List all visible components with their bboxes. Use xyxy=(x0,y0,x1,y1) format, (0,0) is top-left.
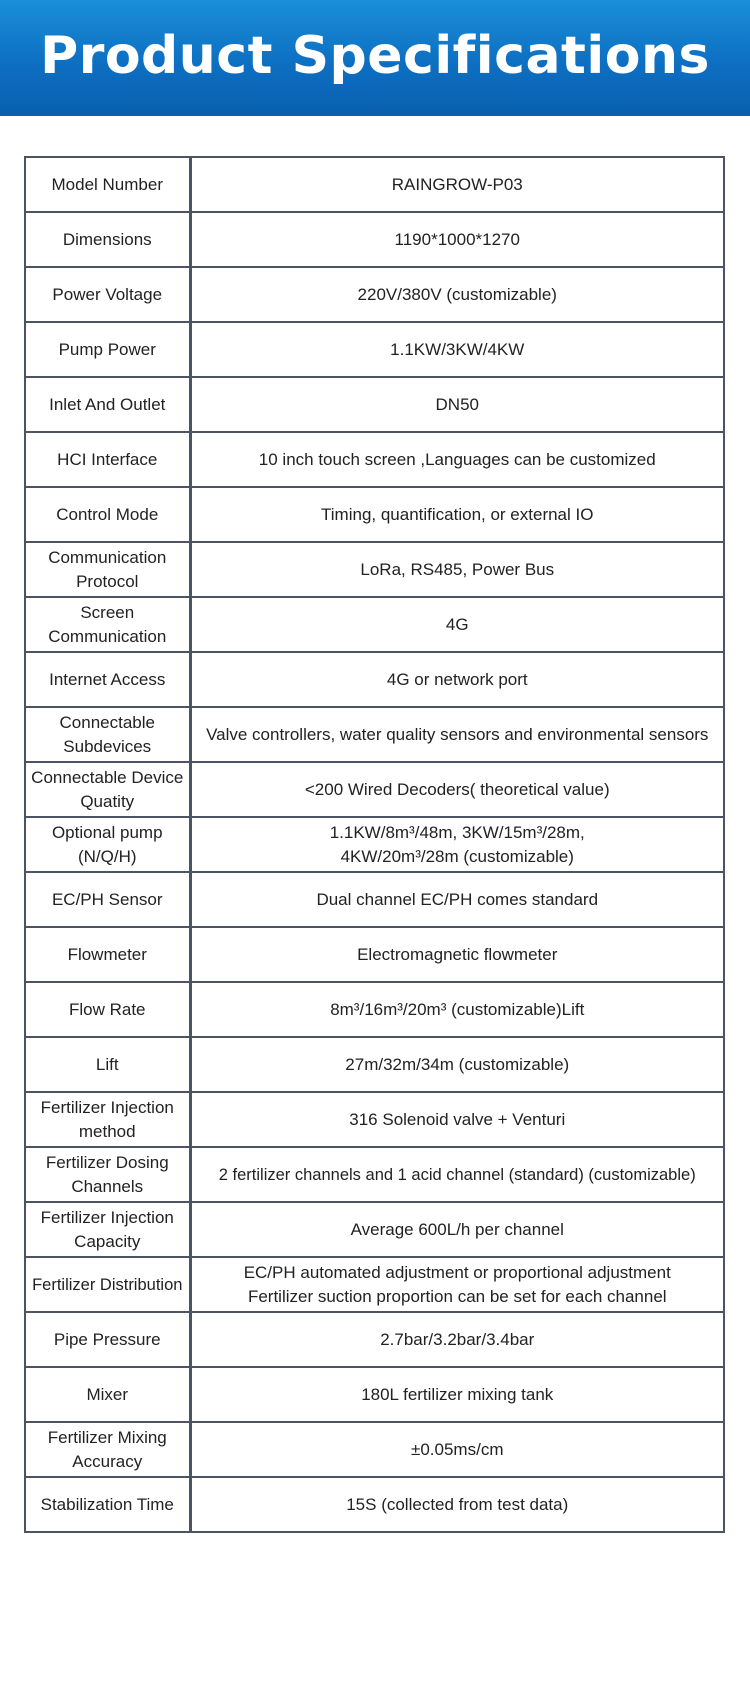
spec-label: Pipe Pressure xyxy=(25,1312,190,1367)
table-row xyxy=(25,1092,724,1147)
spec-label: Power Voltage xyxy=(25,267,190,322)
spec-label: Control Mode xyxy=(25,487,190,542)
spec-label: HCI Interface xyxy=(25,432,190,487)
table-row xyxy=(25,432,724,487)
table-row xyxy=(25,762,724,817)
spec-label: Fertilizer Mixing Accuracy xyxy=(25,1422,190,1477)
table-row xyxy=(25,1147,724,1202)
spec-label: Pump Power xyxy=(25,322,190,377)
spec-value: Dual channel EC/PH comes standard xyxy=(190,872,724,927)
table-row xyxy=(25,1422,724,1477)
table-row xyxy=(25,872,724,927)
spec-label: Dimensions xyxy=(25,212,190,267)
spec-value: 220V/380V (customizable) xyxy=(190,267,724,322)
spec-value: 4G or network port xyxy=(190,652,724,707)
spec-value: 1190*1000*1270 xyxy=(190,212,724,267)
table-row xyxy=(25,542,724,597)
table-row xyxy=(25,377,724,432)
table-row xyxy=(25,1367,724,1422)
spec-label: Inlet And Outlet xyxy=(25,377,190,432)
spec-label: Model Number xyxy=(25,157,190,212)
spec-value: Electromagnetic flowmeter xyxy=(190,927,724,982)
spec-value: DN50 xyxy=(190,377,724,432)
spec-label: Flowmeter xyxy=(25,927,190,982)
table-row xyxy=(25,487,724,542)
spec-label: Connectable Device Quatity xyxy=(25,762,190,817)
table-row xyxy=(25,1037,724,1092)
spec-value: EC/PH automated adjustment or proportional adjustment Fertilizer suction proportion can be set for each channel xyxy=(190,1257,724,1312)
spec-value: 4G xyxy=(190,597,724,652)
table-row xyxy=(25,597,724,652)
spec-label: Communication Protocol xyxy=(25,542,190,597)
spec-value: 2 fertilizer channels and 1 acid channel (standard) (customizable) xyxy=(190,1147,724,1202)
spec-label: Optional pump (N/Q/H) xyxy=(25,817,190,872)
spec-label: Fertilizer Dosing Channels xyxy=(25,1147,190,1202)
spec-value: 27m/32m/34m (customizable) xyxy=(190,1037,724,1092)
table-row xyxy=(25,1202,724,1257)
table-row xyxy=(25,267,724,322)
spec-value: LoRa, RS485, Power Bus xyxy=(190,542,724,597)
table-row xyxy=(25,1312,724,1367)
spec-table xyxy=(24,156,725,1533)
table-row xyxy=(25,322,724,377)
spec-value: 180L fertilizer mixing tank xyxy=(190,1367,724,1422)
spec-label: Lift xyxy=(25,1037,190,1092)
spec-label: Screen Communication xyxy=(25,597,190,652)
table-row xyxy=(25,817,724,872)
spec-value: Valve controllers, water quality sensors and environmental sensors xyxy=(190,707,724,762)
table-row xyxy=(25,927,724,982)
spec-label: Fertilizer Injection Capacity xyxy=(25,1202,190,1257)
spec-value: Average 600L/h per channel xyxy=(190,1202,724,1257)
table-row xyxy=(25,212,724,267)
page-title: Product Specifications xyxy=(40,26,710,86)
spec-value: RAINGROW-P03 xyxy=(190,157,724,212)
spec-value: 2.7bar/3.2bar/3.4bar xyxy=(190,1312,724,1367)
table-row xyxy=(25,157,724,212)
spec-value: 15S (collected from test data) xyxy=(190,1477,724,1532)
spec-value: Timing, quantification, or external IO xyxy=(190,487,724,542)
spec-value: <200 Wired Decoders( theoretical value) xyxy=(190,762,724,817)
spec-value: 1.1KW/3KW/4KW xyxy=(190,322,724,377)
table-row xyxy=(25,1257,724,1312)
spec-label: Flow Rate xyxy=(25,982,190,1037)
table-row xyxy=(25,982,724,1037)
spec-value: ±0.05ms/cm xyxy=(190,1422,724,1477)
spec-label: Internet Access xyxy=(25,652,190,707)
spec-value: 10 inch touch screen ,Languages can be customized xyxy=(190,432,724,487)
header-banner xyxy=(0,0,750,116)
spec-value: 8m³/16m³/20m³ (customizable)Lift xyxy=(190,982,724,1037)
spec-value: 1.1KW/8m³/48m, 3KW/15m³/28m, 4KW/20m³/28m (customizable) xyxy=(190,817,724,872)
spec-label: Connectable Subdevices xyxy=(25,707,190,762)
spec-label: Fertilizer Injection method xyxy=(25,1092,190,1147)
table-row xyxy=(25,1477,724,1532)
table-row xyxy=(25,652,724,707)
spec-label: Stabilization Time xyxy=(25,1477,190,1532)
spec-label: Mixer xyxy=(25,1367,190,1422)
spec-value: 316 Solenoid valve + Venturi xyxy=(190,1092,724,1147)
spec-label: EC/PH Sensor xyxy=(25,872,190,927)
spec-label: Fertilizer Distribution xyxy=(25,1257,190,1312)
table-row xyxy=(25,707,724,762)
